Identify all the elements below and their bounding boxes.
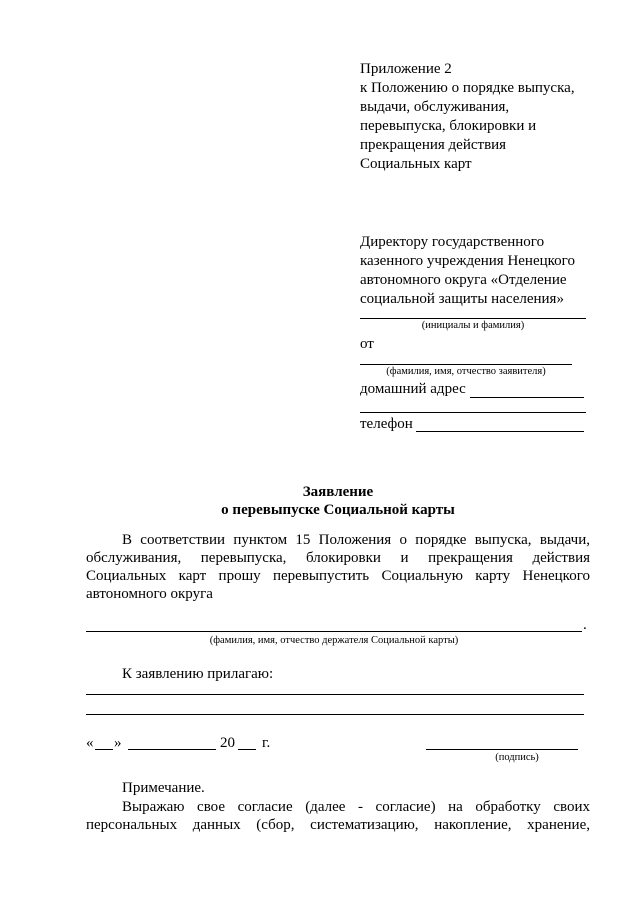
appendix-line: Социальных карт <box>360 156 472 172</box>
home-address-line-2 <box>360 412 586 413</box>
body-line: В соответствии пунктом 15 Положения о порядке выпуска, выдачи, <box>122 532 590 548</box>
attachments-label: К заявлению прилагаю: <box>122 666 274 682</box>
date-year-line <box>238 749 256 750</box>
home-address-line <box>470 397 584 398</box>
appendix-line: выдачи, обслуживания, <box>360 99 510 115</box>
date-day-line <box>95 749 113 750</box>
addressee-line: социальной защиты населения» <box>360 291 564 307</box>
signature-line <box>426 749 578 750</box>
attachments-line <box>86 694 584 695</box>
holder-caption: (фамилия, имя, отчество держателя Социальной карты) <box>209 635 459 646</box>
date-close-quote: » <box>114 735 122 751</box>
signature-caption: (подпись) <box>495 752 539 763</box>
applicant-line <box>360 364 572 365</box>
body-line: Социальных карт прошу перевыпустить Социальную карту Ненецкого <box>86 568 590 584</box>
note-title: Примечание. <box>122 780 205 796</box>
date-year-prefix: 20 <box>220 735 235 751</box>
body-line: обслуживания, перевыпуска, блокировки и прекращения действия <box>86 550 590 566</box>
appendix-line: перевыпуска, блокировки и <box>360 118 537 134</box>
from-label: от <box>360 336 374 352</box>
addressee-line: автономного округа «Отделение <box>360 272 567 288</box>
document-subtitle: о перевыпуске Социальной карты <box>221 502 455 518</box>
holder-line <box>86 631 582 632</box>
initials-line <box>360 318 586 319</box>
appendix-line: к Положению о порядке выпуска, <box>360 80 575 96</box>
appendix-line: прекращения действия <box>360 137 507 153</box>
document-title: Заявление <box>302 484 374 500</box>
date-month-line <box>128 749 216 750</box>
date-year-suffix: г. <box>262 735 271 751</box>
phone-label: телефон <box>360 416 413 432</box>
addressee-line: казенного учреждения Ненецкого <box>360 253 575 269</box>
applicant-caption: (фамилия, имя, отчество заявителя) <box>386 366 546 377</box>
note-line: Выражаю свое согласие (далее - согласие) на обработку своих <box>122 799 590 815</box>
note-line: персональных данных (сбор, систематизацию, накопление, хранение, <box>86 817 590 833</box>
addressee-line: Директору государственного <box>360 234 545 250</box>
date-open-quote: « <box>86 735 94 751</box>
home-address-label: домашний адрес <box>360 381 466 397</box>
initials-caption: (инициалы и фамилия) <box>421 320 525 331</box>
holder-line-dot: . <box>583 617 587 633</box>
body-line: автономного округа <box>86 586 213 602</box>
appendix-line: Приложение 2 <box>360 61 452 77</box>
phone-line <box>416 431 584 432</box>
attachments-line <box>86 714 584 715</box>
